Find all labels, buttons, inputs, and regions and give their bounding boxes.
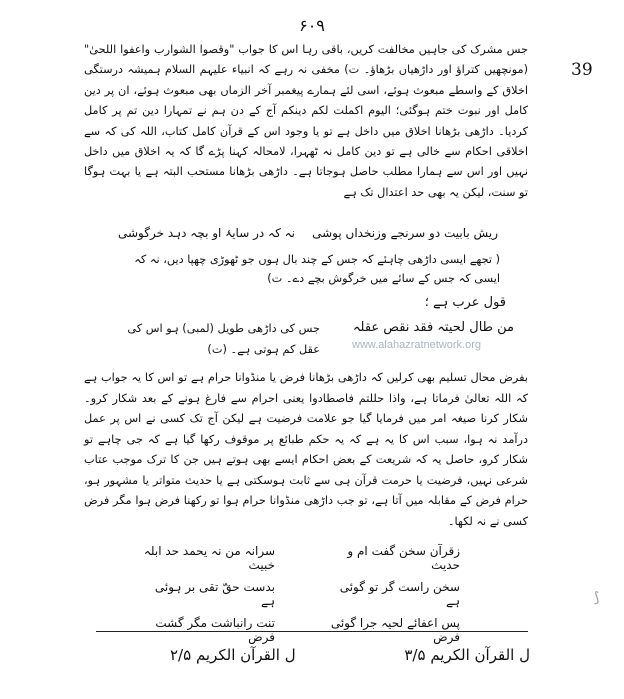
watermark-url: www.alahazratnetwork.org [352,339,482,351]
margin-number: 39 [571,60,593,80]
page-number: ۶۰۹ [299,16,325,35]
couplet-line: تنت رانباشت مگر گشت فرض [155,616,275,644]
footnotes [170,646,530,664]
paragraph-1 [84,40,528,203]
arabic-saying-translation: جس کی داڑھی طویل (لمبی) ہو اس کی عقل کم ہوتی ہے۔ (ت) [127,322,320,356]
persian-verse [118,226,498,240]
arabic-saying: من طال لحیتہ فقد نقص عقلہ [352,320,514,335]
couplet-line: سرانہ من نہ یحمد حد ابلہ خبیث [143,544,275,572]
couplets [140,544,460,644]
footnote-divider [96,631,528,632]
margin-mark: ⟆ [594,590,600,606]
couplet-line: سخن راست گر تو گوئی ہے [339,580,460,608]
verse-line-b: نہ کہ در سایۂ او بچہ دہد خرگوشی [118,226,295,240]
footnote-1: ل القرآن الکریم ۳/۵ [404,646,530,664]
paragraph-1-text: جس مشرک کی جاہیں مخالفت کریں، باقی رہا اس کا جواب "وقصوا الشوارب واعفوا اللحیٰ" (مونچھیں کتراؤ اور داڑھیاں بڑھاؤ۔ ت) مخفی نہ رہے کہ انبیاء علیہم السلام ہمیشہ درستگی اخلاق کے واسطے مبعوث ہوئے، اسی لئے ہمارے پیغمبر آخر الزماں بھی مبعوث ہوئے، ان پر دین کامل اور نبوت ختم ہوگئی؛ الیوم اکملت لکم دینکم آج کے دن ہم نے تمہارا دین تم پر کامل کردیا۔ داڑھی بڑھانا اخلاق میں داخل ہے تو یا وجود اس کے قرآن کامل کتاب، اللہ کی کہ سے اخلاقی احکام سے خالی ہے تو دین کامل نہ ٹھہرا، لامحالہ کہنا پڑے گا کہ یہ اخلاق میں داخل نہیں اور اس سے ہمارا مطلب حاصل ہوجاتا ہے۔ داڑھی بڑھانا مستحب البتہ ہے یا بہت ہوگا تو سنت، لیکن یہ بھی حد اعتدال تک ہے [84,43,528,199]
couplet-line: پس اعفائے لحیہ جرا گوئی فرض [330,616,460,644]
verse-line-a: ریش بابیت دو سرنجے وزنخداں پوشی [312,226,498,240]
paragraph-2: بفرض محال تسلیم بھی کرلیں کہ داڑھی بڑھانا فرض یا منڈوانا حرام ہے تو اس کا یہ جواب ہے کہ اللہ تعالیٰ فرماتا ہے، واذا حللتم فاصطادوا یعنی احرام سے فارغ ہونے کے بعد شکار کرو۔ شکار کرنا صیغہ امر میں فرمایا گیا جو علامت فرضیت ہے لیکن آج تک کسی نے اس پر عمل درآمد نہ ہوا، سبب اس کا یہ ہے کہ یہ حکم طبائع پر موقوف رکھا گیا ہے کہ جی چاہے تو شکار کرو، حاصل یہ کہ شریعت کے بعض احکام ایسے بھی ہوتے ہیں جن کا ترک موجب عتاب شرعی نہیں، فرضیت یا حرمت قرآن ہی سے ثابت ہوسکتی ہے یا حدیث متواتر یا مشہور ہو، حرام فرض کے مقابلہ میں آتا ہے، تو جب داڑھی منڈوانا حرام ہوا تو رکھنا فرض ہوا مگر فرض کسی نے نہ لکھا۔ [84,371,528,528]
arabic-saying-heading: قول عرب ہے ؛ [424,295,506,310]
couplet-line: زقرآن سخن گفت ام و حدیث [347,544,460,572]
couplet-line: بدست حقّ تقی بر ہوئی ہے [154,580,275,608]
verse-translation: ( تجھے ایسی داڑھی چاہئے کہ جس کے چند بال ہوں جو ٹھوڑی چھپا دیں، نہ کہ ایسی کہ جس کے سائے میں خرگوش بچے دے۔ ت) [134,253,500,285]
footnote-2: ل القرآن الکریم ۲/۵ [170,646,296,664]
